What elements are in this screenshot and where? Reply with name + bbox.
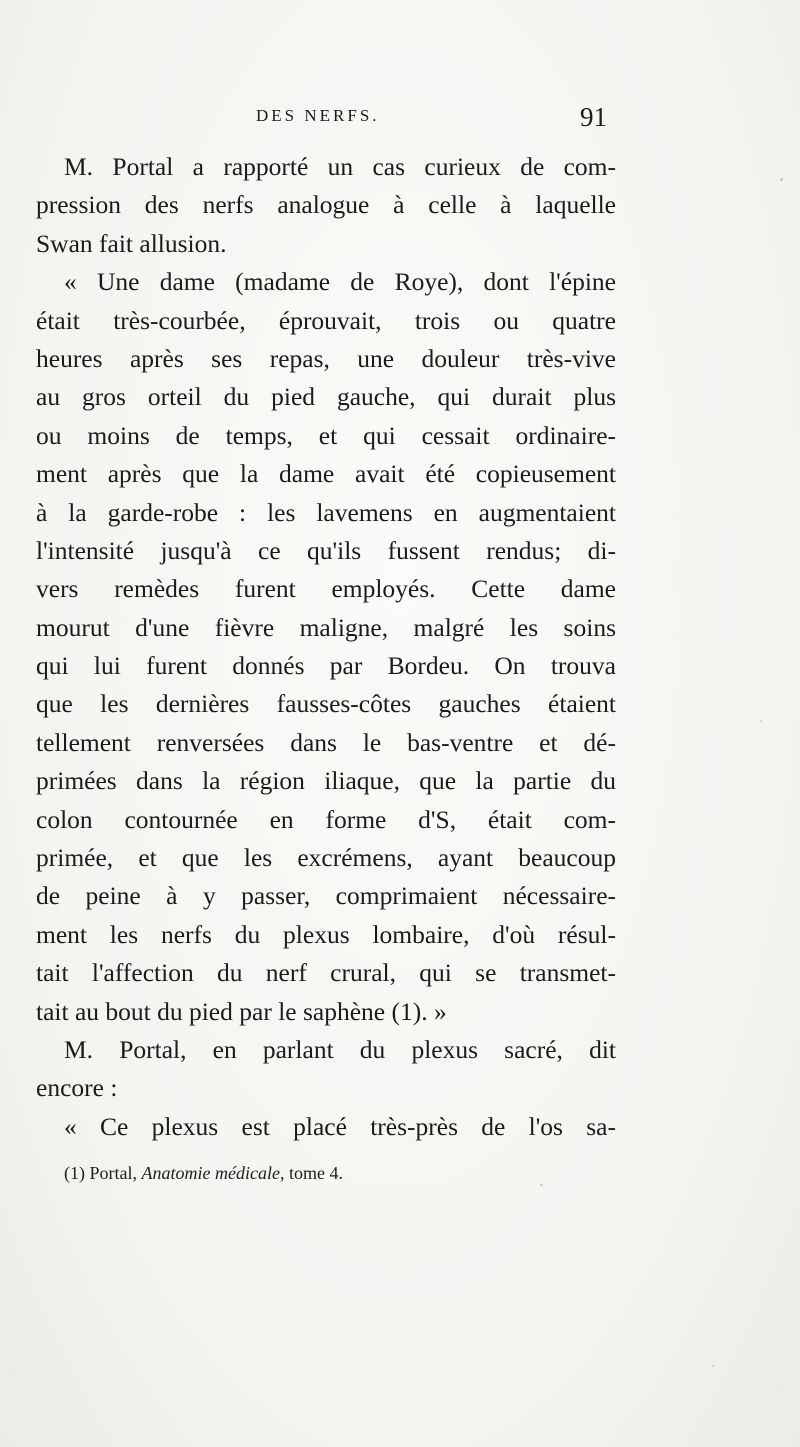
text-line: tait au bout du pied par le saphène (1). » [36, 996, 447, 1026]
footnote-author: Portal, [89, 1163, 137, 1183]
text-line: que les dernières fausses-côtes gauches étaient [36, 689, 616, 719]
footnote-work-title: Anatomie médicale [141, 1163, 280, 1183]
paper-speck [780, 178, 783, 181]
text-line: encore : [36, 1073, 118, 1103]
text-line: mourut d'une fièvre maligne, malgré les soins [36, 612, 616, 642]
footnote-marker: (1) [64, 1163, 85, 1183]
text-line: primée, et que les excrémens, ayant beaucoup [36, 843, 616, 873]
text-line: l'intensité jusqu'à ce qu'ils fussent rendus; di- [36, 535, 616, 565]
text-line: Swan fait allusion. [36, 228, 227, 258]
body-text [36, 148, 616, 1146]
page-number: 91 [580, 102, 607, 132]
text-line: « Ce plexus est placé très-près de l'os sa- [64, 1111, 616, 1141]
paper-speck [540, 1184, 543, 1186]
text-line: ou moins de temps, et qui cessait ordinaire- [36, 420, 616, 450]
text-line: à la garde-robe : les lavemens en augmentaient [36, 497, 616, 527]
running-title: DES NERFS. [256, 106, 380, 125]
text-line: de peine à y passer, comprimaient nécessaire- [36, 881, 616, 911]
text-line: « Une dame (madame de Roye), dont l'épine [64, 267, 616, 297]
text-line: ment après que la dame avait été copieusement [36, 459, 616, 489]
text-line: était très-courbée, éprouvait, trois ou quatre [36, 305, 616, 335]
paper-speck [760, 720, 762, 722]
footnote [64, 1163, 343, 1184]
text-line: M. Portal a rapporté un cas curieux de com- [64, 152, 616, 181]
text-line: colon contournée en forme d'S, était com- [36, 804, 616, 834]
text-line: ment les nerfs du plexus lombaire, d'où résul- [36, 919, 616, 949]
text-line: M. Portal, en parlant du plexus sacré, dit [64, 1034, 616, 1064]
text-line: heures après ses repas, une douleur très-vive [36, 343, 616, 373]
paper-speck [712, 1365, 714, 1367]
text-line: au gros orteil du pied gauche, qui durait plus [36, 382, 616, 412]
running-head [0, 102, 800, 132]
text-line: pression des nerfs analogue à celle à laquelle [36, 190, 616, 220]
text-line: qui lui furent donnés par Bordeu. On trouva [36, 651, 616, 681]
text-line: tait l'affection du nerf crural, qui se transmet- [36, 958, 616, 988]
text-line: tellement renversées dans le bas-ventre et dé- [36, 727, 616, 757]
text-line: primées dans la région iliaque, que la partie du [36, 766, 616, 796]
footnote-volume: , tome 4. [279, 1163, 343, 1183]
text-line: vers remèdes furent employés. Cette dame [36, 574, 616, 604]
